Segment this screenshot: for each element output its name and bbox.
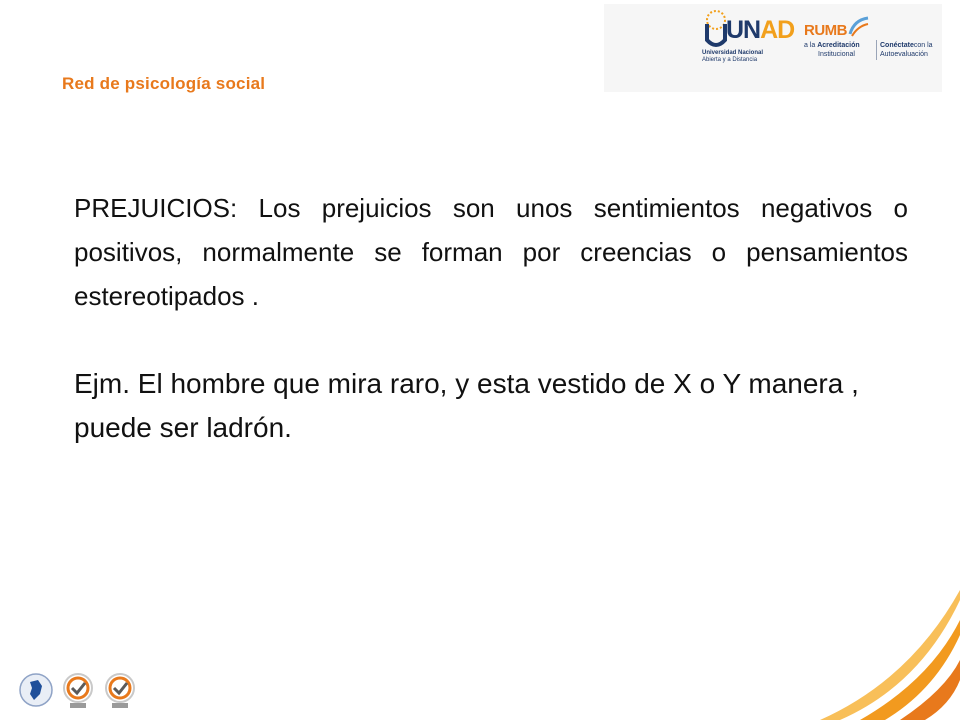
rumbo-line1: a la Acreditación [804, 42, 860, 49]
orange-corner-swoosh-icon [760, 590, 960, 720]
paragraph-example: Ejm. El hombre que mira raro, y esta vestido de X o Y manera , puede ser ladrón. [74, 368, 859, 443]
rumbo-right-line2: Autoevaluación [880, 51, 928, 58]
sgs-certification-icon [60, 672, 96, 710]
rumbo-swoosh-icon [848, 16, 870, 38]
footer-certifications [18, 672, 138, 712]
unad-line2: Abierta y a Distancia [702, 57, 758, 63]
slide-body [74, 186, 908, 450]
rumbo-divider [876, 40, 877, 60]
logo-panel [604, 4, 942, 92]
rumbo-wordmark: RUMB [804, 22, 847, 39]
unad-line1: Universidad Nacional [702, 50, 764, 56]
colombia-map-icon [18, 672, 54, 708]
rumbo-logo [804, 20, 940, 70]
unad-logo [702, 10, 795, 76]
header-title: Red de psicología social [62, 74, 266, 93]
unad-wordmark: UNAD [726, 16, 795, 44]
sgs-certification-icon [102, 672, 138, 710]
unad-subtitle [702, 50, 782, 64]
paragraph-prejuicios: PREJUICIOS: Los prejuicios son unos sentimientos negativos o positivos, normalmente se forman por creencias o pensamientos estereotipados . [74, 193, 908, 311]
rumbo-right-line1: Conéctatecon la [880, 42, 933, 49]
rumbo-line2: Institucional [818, 51, 855, 58]
